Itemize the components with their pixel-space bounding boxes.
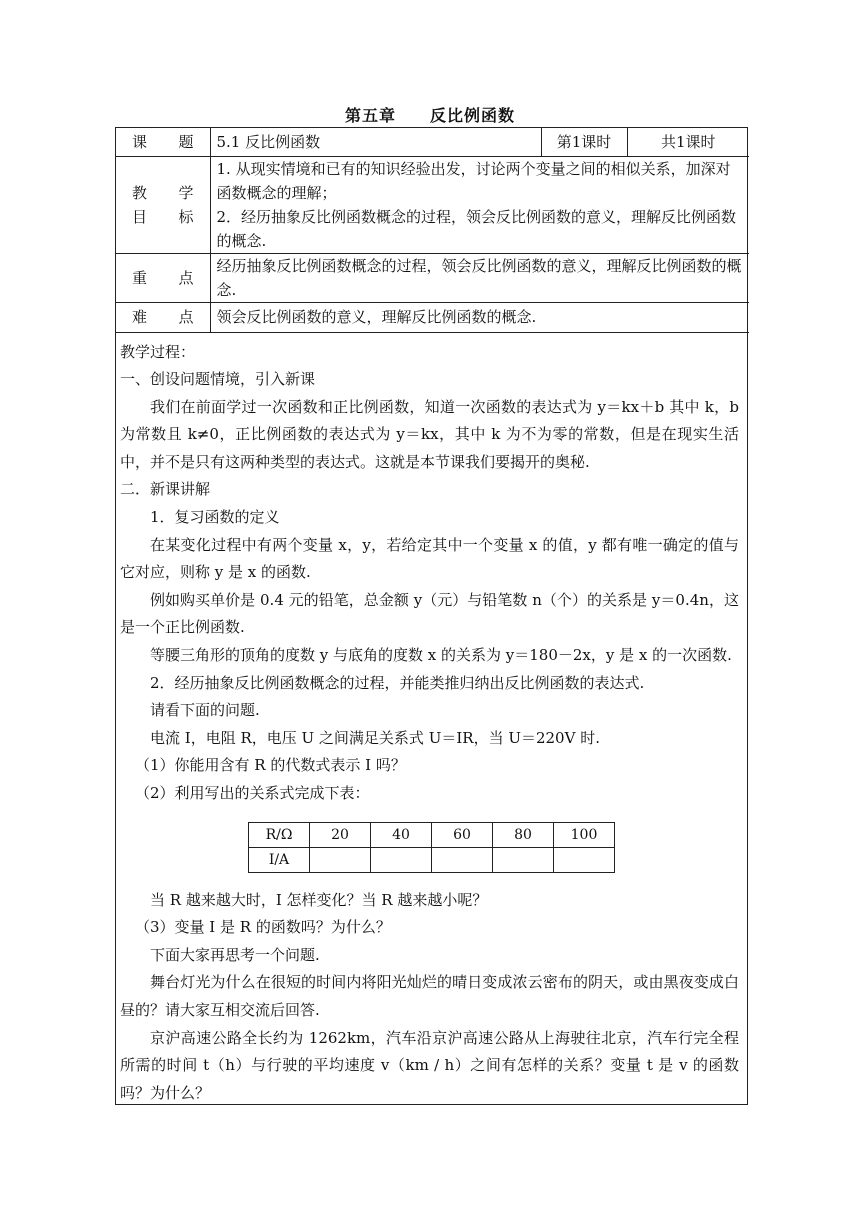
lesson-header-table [116,128,749,333]
key-points-label: 重 点 [116,253,210,302]
teaching-process [116,333,747,1108]
current-cell[interactable] [432,847,493,872]
resistance-value: 20 [310,822,371,847]
chapter-title: 反比例函数 [430,106,516,125]
paragraph-circuit: 电流 I，电阻 R，电压 U 之间满足关系式 U＝IR，当 U＝220V 时. [150,728,600,747]
goals-value [210,156,749,253]
lesson-total: 共1课时 [627,128,749,156]
topic-label: 课 题 [116,128,210,156]
topic-row [116,128,749,156]
paragraph-function-definition: 在某变化过程中有两个变量 x，y，若给定其中一个变量 x 的值，y 都有唯一确定的值与它对应，则称 y 是 x 的函数. [120,535,739,582]
paragraph-stage-light: 舞台灯光为什么在很短的时间内将阳光灿烂的晴日变成浓云密布的阴天，或由黑夜变成白昼的？请大家互相交流后回答. [120,973,739,1019]
goal-2: 2．经历抽象反比例函数概念的过程，领会反比例函数的意义，理解反比例函数的概念. [216,207,737,250]
resistance-header: R/Ω [249,822,310,847]
key-points-row [116,253,749,302]
subsection-1-heading: 1．复习函数的定义 [150,508,280,527]
resistance-value: 40 [371,822,432,847]
difficulty-row [116,302,749,332]
current-row [249,847,615,872]
current-cell[interactable] [371,847,432,872]
question-1: （1）你能用含有 R 的代数式表示 I 吗？ [135,756,406,775]
paragraph-problem-intro: 请看下面的问题. [150,701,260,720]
difficulty-label: 难 点 [116,302,210,332]
current-cell[interactable] [493,847,554,872]
goals-label-line1: 教 学 [132,183,194,202]
question-3: （3）变量 I 是 R 的函数吗？为什么？ [135,918,391,937]
resistance-row [249,822,615,847]
page-title [0,103,860,126]
goal-1: 1. 从现实情境和已有的知识经验出发，讨论两个变量之间的相似关系，加深对函数概念的理解； [216,159,731,202]
paragraph-intro: 我们在前面学过一次函数和正比例函数，知道一次函数的表达式为 y＝kx＋b 其中 k，b 为常数且 k≠0，正比例函数的表达式为 y＝kx，其中 k 为不为零的常数，但是在现实生活中，并不是只有这两种类型的表达式。这就是本节课我们要揭开的奥秘. [120,397,739,471]
goals-row [116,156,749,253]
subsection-2-heading: 2．经历抽象反比例函数概念的过程，并能类推归纳出反比例函数的表达式. [150,673,645,692]
resistance-value: 80 [493,822,554,847]
paragraph-highway: 京沪高速公路全长约为 1262km，汽车沿京沪高速公路从上海驶往北京，汽车行完全程所需的时间 t（h）与行驶的平均速度 v（km / h）之间有怎样的关系？变量 t 是 v 的函数吗？为什么？ [120,1028,739,1102]
lesson-plan-frame [115,127,748,1105]
current-cell[interactable] [310,847,371,872]
paragraph-r-change: 当 R 越来越大时，I 怎样变化？当 R 越来越小呢？ [150,890,488,909]
chapter-number: 第五章 [344,106,396,125]
process-heading: 教学过程： [120,342,196,361]
current-header: I/A [249,847,310,872]
paragraph-triangle-example: 等腰三角形的顶角的度数 y 与底角的度数 x 的关系为 y＝180－2x，y 是 x 的一次函数. [150,646,732,665]
lesson-number: 第1课时 [541,128,627,156]
difficulty-value: 领会反比例函数的意义，理解反比例函数的概念. [210,302,749,332]
goals-label [116,156,210,253]
paragraph-think: 下面大家再思考一个问题. [150,945,320,964]
current-cell[interactable] [554,847,615,872]
section-1-heading: 一、创设问题情境，引入新课 [120,370,316,389]
resistance-value: 60 [432,822,493,847]
section-2-heading: 二．新课讲解 [120,480,211,499]
resistance-value: 100 [554,822,615,847]
topic-value: 5.1 反比例函数 [210,128,541,156]
question-2: （2）利用写出的关系式完成下表： [135,784,370,802]
paragraph-pencil-example: 例如购买单价是 0.4 元的铅笔，总金额 y（元）与铅笔数 n（个）的关系是 y＝0.4n，这是一个正比例函数. [120,590,739,637]
resistance-current-table [248,822,615,873]
key-points-value: 经历抽象反比例函数概念的过程，领会反比例函数的意义，理解反比例函数的概念. [210,253,749,302]
goals-label-line2: 目 标 [132,207,194,226]
